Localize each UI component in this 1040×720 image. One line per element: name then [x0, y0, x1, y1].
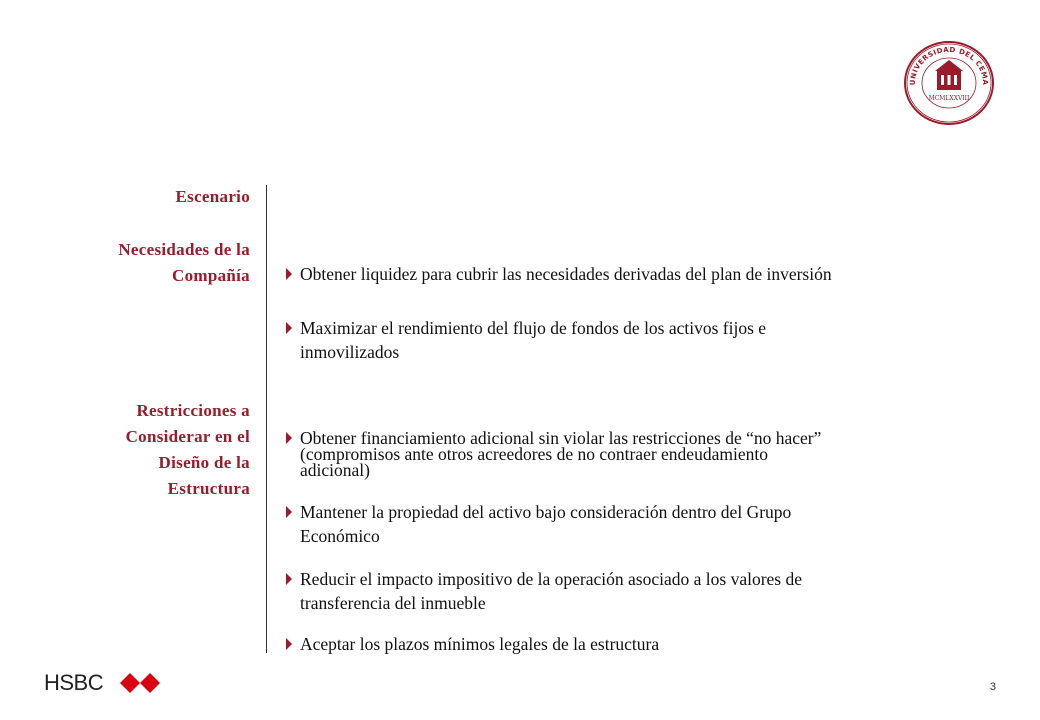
bullet-item: Aceptar los plazos mínimos legales de la estructura: [286, 632, 659, 656]
bullet-arrow-icon: [286, 322, 292, 334]
label-necesidades: Necesidades de la Compañía: [118, 240, 250, 285]
bullet-item: Mantener la propiedad del activo bajo consideración dentro del Grupo Económico: [286, 500, 791, 548]
seal-ring-text: UNIVERSIDAD DEL CEMA: [908, 45, 990, 86]
bullet-item: Reducir el impacto impositivo de la operación asociado a los valores de transferencia del inmueble: [286, 567, 802, 615]
label-restricciones: Restricciones a Considerar en el Diseño de la Estructura: [125, 401, 250, 498]
label-escenario: Escenario: [175, 187, 250, 206]
page-number: 3: [989, 681, 996, 693]
bullet-arrow-icon: [286, 638, 292, 650]
bullet-arrow-icon: [286, 432, 292, 444]
bullet-arrow-icon: [286, 268, 292, 280]
bullet-item: Obtener financiamiento adicional sin violar las restricciones de “no hacer” (compromisos ante otros acreedores de no contraer endeudamiento adicional): [286, 430, 821, 478]
hsbc-hexagon-icon: [120, 673, 160, 693]
bullet-item: Obtener liquidez para cubrir las necesidades derivadas del plan de inversión: [286, 262, 832, 286]
bullet-item: Maximizar el rendimiento del flujo de fondos de los activos fijos e inmovilizados: [286, 316, 766, 364]
bullet-arrow-icon: [286, 573, 292, 585]
universidad-del-cema-seal: [903, 40, 995, 126]
seal-building-icon: [935, 60, 963, 90]
bullet-arrow-icon: [286, 506, 292, 518]
vertical-divider: [266, 185, 267, 653]
seal-year: MCMLXXVIII: [928, 95, 970, 102]
